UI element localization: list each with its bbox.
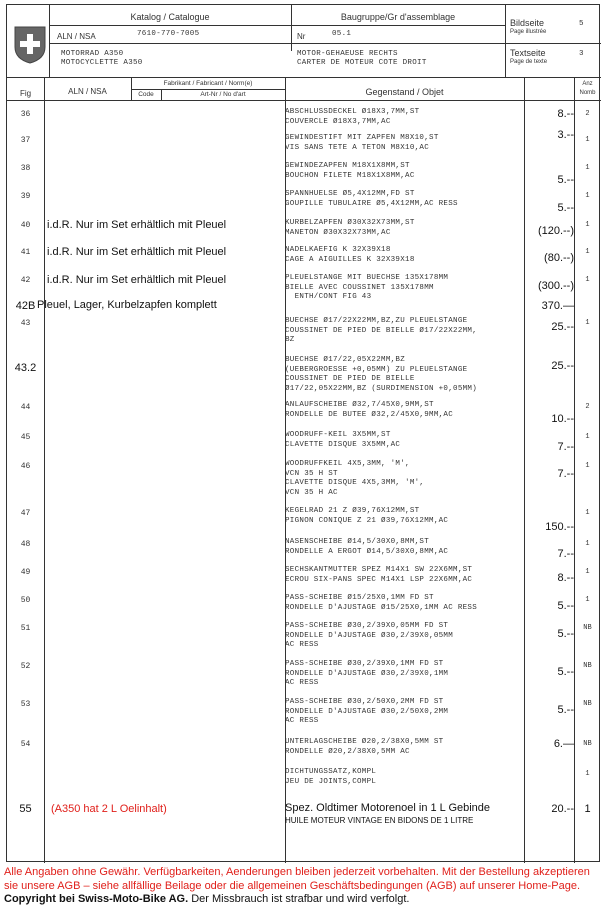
row-price: (300.--) (537, 280, 574, 292)
group-title: Baugruppe/Gr d'assemblage (340, 12, 456, 22)
row-price: (80.--) (544, 252, 574, 264)
row-qty: 1 (585, 136, 590, 144)
row-object (285, 219, 415, 238)
footer-text-red: Alle Angaben ohne Gewähr. Verfügbarkeiten, Aenderungen bleiben jederzeit vorbehalten. Mit der Bestellung akzeptieren sie unsere AGB – siehe allfällige Beilage oder die allgemeinen Geschäftsbedingungen (AGB) auf unserer Home-Page. (4, 866, 590, 892)
row-fig: 38 (20, 164, 31, 173)
row-qty: 1 (585, 540, 590, 548)
row-object (285, 162, 415, 181)
aln-value: 7610-770-7005 (137, 30, 200, 38)
row-price: 150.-- (545, 521, 574, 533)
row-object (285, 660, 448, 689)
row-fig: 39 (20, 192, 31, 201)
row-object (285, 246, 415, 265)
row-object (285, 538, 448, 557)
row-object-line: DICHTUNGSSATZ,KOMPL (285, 768, 377, 776)
row-object-line: UNTERLAGSCHEIBE Ø20,2/38X0,5MM ST (285, 738, 444, 746)
row-price: 5.-- (557, 666, 574, 678)
row-object-line: RONDELLE D'AJUSTAGE Ø15/25X0,1MM AC RESS (285, 603, 478, 612)
textseite-value: 3 (579, 50, 584, 58)
row-object-line: CLAVETTE DISQUE 3X5MM,AC (285, 440, 401, 449)
row-price: 25.-- (551, 321, 574, 333)
row-object (285, 356, 477, 394)
row-price: 7.-- (557, 548, 574, 560)
row-price: 6.— (553, 738, 574, 750)
row-fig: 53 (20, 700, 31, 709)
nr-label: Nr (297, 32, 306, 41)
footer-text-black: Der Missbrauch ist strafbar und wird verfolgt. (191, 893, 410, 905)
row-object-line: KEGELRAD 21 Z Ø39,76X12MM,ST (285, 507, 420, 515)
row-object-line: GEWINDEZAPFEN M18X1X8MM,ST (285, 162, 410, 170)
row-object (285, 274, 448, 303)
row-object-line: RONDELLE Ø20,2/38X0,5MM AC (285, 747, 410, 756)
row-fig: 37 (20, 136, 31, 145)
row-qty: NB (583, 662, 592, 670)
bildseite-sub: Page illustrée (510, 29, 547, 35)
row-fig: 42 (20, 276, 31, 285)
row-qty: 1 (585, 433, 590, 441)
row-qty: 2 (585, 403, 590, 411)
col-fabrikant: Fabrikant / Fabricant / Norm(e) (163, 80, 253, 87)
col-gegenstand: Gegenstand / Objet (365, 87, 444, 97)
row-object (285, 401, 453, 420)
row-object-line: BUECHSE Ø17/22X22MM,BZ,ZU PLEUELSTANGE (285, 317, 468, 325)
row-object-line: BIELLE AVEC COUSSINET 135X178MM (285, 283, 434, 292)
row-object-line: WOODRUFFKEIL 4X5,3MM, 'M', (285, 460, 410, 468)
row-object-line: MANETON Ø30X32X73MM,AC (285, 228, 391, 237)
row-qty: NB (583, 740, 592, 748)
row-object-fr: HUILE MOTEUR VINTAGE EN BIDONS DE 1 LITRE (285, 816, 474, 825)
row-price: 5.-- (557, 704, 574, 716)
row-object-line: CAGE A AIGUILLES K 32X39X18 (285, 255, 415, 264)
row-object (285, 738, 443, 757)
row-object-line: RONDELLE D'AJUSTAGE Ø30,2/50X0,2MM (285, 707, 449, 716)
row-fig: 40 (20, 221, 31, 230)
model-de: MOTORRAD A350 (61, 50, 124, 58)
row-fig: 42B (15, 300, 36, 312)
row-price: 370.— (541, 300, 574, 312)
row-fig: 49 (20, 568, 31, 577)
row-price: 3.-- (557, 129, 574, 141)
row-fig: 52 (20, 662, 31, 671)
row-object-line: KURBELZAPFEN Ø30X32X73MM,ST (285, 219, 415, 227)
row-price: 8.-- (557, 572, 574, 584)
row-fig: 55 (19, 803, 32, 815)
row-fig: 43 (20, 319, 31, 328)
textseite-sub: Page de texte (510, 59, 548, 65)
col-anz: Anz (582, 81, 593, 87)
row-object-line: COUSSINET DE PIED DE BIELLE Ø17/22X22MM, (285, 326, 478, 335)
row-object (285, 431, 400, 450)
row-object (285, 566, 472, 585)
nr-value: 05.1 (332, 30, 352, 38)
catalog-sheet (6, 4, 600, 862)
row-qty: 1 (585, 221, 590, 229)
col-artnr: Art-Nr / No d'art (200, 91, 246, 98)
row-fig: 43.2 (14, 362, 37, 374)
row-object-line: AC RESS (285, 717, 319, 725)
row-price: 5.-- (557, 202, 574, 214)
row-qty: 2 (585, 110, 590, 118)
row-note: (A350 hat 2 L Oelinhalt) (51, 803, 167, 815)
row-object-line: JEU DE JOINTS,COMPL (285, 777, 377, 786)
row-object-line: BOUCHON FILETE M18X1X8MM,AC (285, 171, 415, 180)
row-qty: 1 (585, 462, 590, 470)
swiss-cross-shield-logo (13, 25, 47, 65)
col-nomb: Nomb (579, 90, 596, 96)
row-object-line: COUVERCLE Ø18X3,7MM,AC (285, 117, 391, 126)
model-fr: MOTOCYCLETTE A350 (61, 59, 143, 67)
row-object-line: VCN 35 H AC (285, 488, 338, 497)
row-note: i.d.R. Nur im Set erhältlich mit Pleuel (47, 274, 227, 286)
catalog-title: Katalog / Catalogue (130, 12, 210, 22)
row-note: i.d.R. Nur im Set erhältlich mit Pleuel (47, 246, 227, 258)
row-note: Pleuel, Lager, Kurbelzapfen komplett (37, 299, 217, 311)
row-object (285, 507, 448, 526)
bildseite-label: Bildseite (510, 18, 545, 28)
col-fig: Fig (19, 89, 32, 98)
row-price: 5.-- (557, 174, 574, 186)
row-object (285, 594, 477, 613)
row-object-line: RONDELLE DE BUTEE Ø32,2/45X0,9MM,AC (285, 410, 454, 419)
row-object-line: SECHSKANTMUTTER SPEZ M14X1 SW 22X6MM,ST (285, 566, 473, 574)
row-qty: 1 (585, 192, 590, 200)
row-object (285, 768, 376, 787)
row-object-line: VCN 35 H ST (285, 469, 338, 478)
row-object (285, 698, 448, 727)
row-object-line: NASENSCHEIBE Ø14,5/30X0,8MM,ST (285, 538, 430, 546)
row-object-line: (UEBERGROESSE +0,05MM) ZU PLEUELSTANGE (285, 365, 468, 374)
row-object-line: ECROU SIX-PANS SPEC M14X1 LSP 22X6MM,AC (285, 575, 473, 584)
row-price: 7.-- (557, 468, 574, 480)
row-fig: 44 (20, 403, 31, 412)
aln-label: ALN / NSA (57, 32, 96, 41)
row-object-de: Spez. Oldtimer Motorenoel in 1 L Gebinde (285, 802, 491, 814)
row-fig: 54 (20, 740, 31, 749)
row-price: 5.-- (557, 628, 574, 640)
row-object-line: PASS-SCHEIBE Ø30,2/39X0,1MM FD ST (285, 660, 444, 668)
row-object-line: Ø17/22,05X22MM,BZ (SURDIMENSION +0,05MM) (285, 384, 478, 393)
bildseite-value: 5 (579, 20, 584, 28)
row-object (285, 460, 424, 498)
row-note: i.d.R. Nur im Set erhältlich mit Pleuel (47, 219, 227, 231)
row-object-line: RONDELLE D'AJUSTAGE Ø30,2/39X0,1MM (285, 669, 449, 678)
row-object-line: GOUPILLE TUBULAIRE Ø5,4X12MM,AC RESS (285, 199, 458, 208)
row-qty: 1 (585, 248, 590, 256)
row-object-line: ANLAUFSCHEIBE Ø32,7/45X0,9MM,ST (285, 401, 434, 409)
row-price: (120.--) (537, 225, 574, 237)
row-object (285, 108, 419, 127)
row-object-line: PASS-SCHEIBE Ø30,2/39X0,05MM FD ST (285, 622, 449, 630)
row-qty: NB (583, 624, 592, 632)
row-qty: 1 (585, 164, 590, 172)
row-object-line: RONDELLE D'AJUSTAGE Ø30,2/39X0,05MM (285, 631, 454, 640)
row-fig: 50 (20, 596, 31, 605)
row-price: 5.-- (557, 600, 574, 612)
row-qty: 1 (584, 803, 591, 815)
row-fig: 36 (20, 110, 31, 119)
row-object-line: NADELKAEFIG K 32X39X18 (285, 246, 391, 254)
row-object-line: BUECHSE Ø17/22,05X22MM,BZ (285, 356, 406, 364)
row-fig: 41 (20, 248, 31, 257)
row-qty: 1 (585, 319, 590, 327)
row-fig: 45 (20, 433, 31, 442)
row-qty: 1 (585, 770, 590, 778)
row-object-line: ABSCHLUSSDECKEL Ø18X3,7MM,ST (285, 108, 420, 116)
row-object (285, 190, 458, 209)
row-qty: 1 (585, 596, 590, 604)
row-object-line: PASS-SCHEIBE Ø30,2/50X0,2MM FD ST (285, 698, 444, 706)
row-price: 10.-- (551, 413, 574, 425)
row-object-line: AC RESS (285, 679, 319, 687)
row-fig: 46 (20, 462, 31, 471)
row-object (285, 317, 477, 346)
row-price: 8.-- (557, 108, 574, 120)
footer-copyright: Copyright bei Swiss-Moto-Bike AG. (4, 893, 189, 905)
row-object-line: PLEUELSTANGE MIT BUECHSE 135X178MM (285, 274, 449, 282)
row-object-line: VIS SANS TETE A TETON M8X10,AC (285, 143, 430, 152)
row-price: 7.-- (557, 441, 574, 453)
row-object-line: RONDELLE A ERGOT Ø14,5/30X0,8MM,AC (285, 547, 449, 556)
row-object-line: PIGNON CONIQUE Z 21 Ø39,76X12MM,AC (285, 516, 449, 525)
group-de: MOTOR-GEHAEUSE RECHTS (297, 50, 398, 58)
row-object-line: CLAVETTE DISQUE 4X5,3MM, 'M', (285, 479, 425, 487)
row-price: 25.-- (551, 360, 574, 372)
row-qty: NB (583, 700, 592, 708)
row-fig: 51 (20, 624, 31, 633)
row-object-line: PASS-SCHEIBE Ø15/25X0,1MM FD ST (285, 594, 434, 602)
row-object-line: GEWINDESTIFT MIT ZAPFEN M8X10,ST (285, 134, 439, 142)
row-fig: 48 (20, 540, 31, 549)
row-object (285, 134, 439, 153)
row-object-line: BZ (285, 336, 295, 344)
row-qty: 1 (585, 276, 590, 284)
row-object (285, 622, 453, 651)
row-fig: 47 (20, 509, 31, 518)
footer-disclaimer (4, 866, 600, 907)
group-fr: CARTER DE MOTEUR COTE DROIT (297, 59, 427, 67)
col-aln: ALN / NSA (68, 87, 107, 96)
row-object-line: COUSSINET DE PIED DE BIELLE (285, 375, 415, 383)
textseite-label: Textseite (510, 48, 546, 58)
row-qty: 1 (585, 509, 590, 517)
col-code: Code (138, 91, 154, 98)
row-object-line: SPANNHUELSE Ø5,4X12MM,FD ST (285, 190, 415, 198)
row-object-line: ENTH/CONT FIG 43 (285, 293, 372, 301)
row-price: 20.-- (551, 803, 574, 815)
row-object-line: WOODRUFF-KEIL 3X5MM,ST (285, 431, 391, 439)
row-object-line: AC RESS (285, 641, 319, 649)
row-qty: 1 (585, 568, 590, 576)
